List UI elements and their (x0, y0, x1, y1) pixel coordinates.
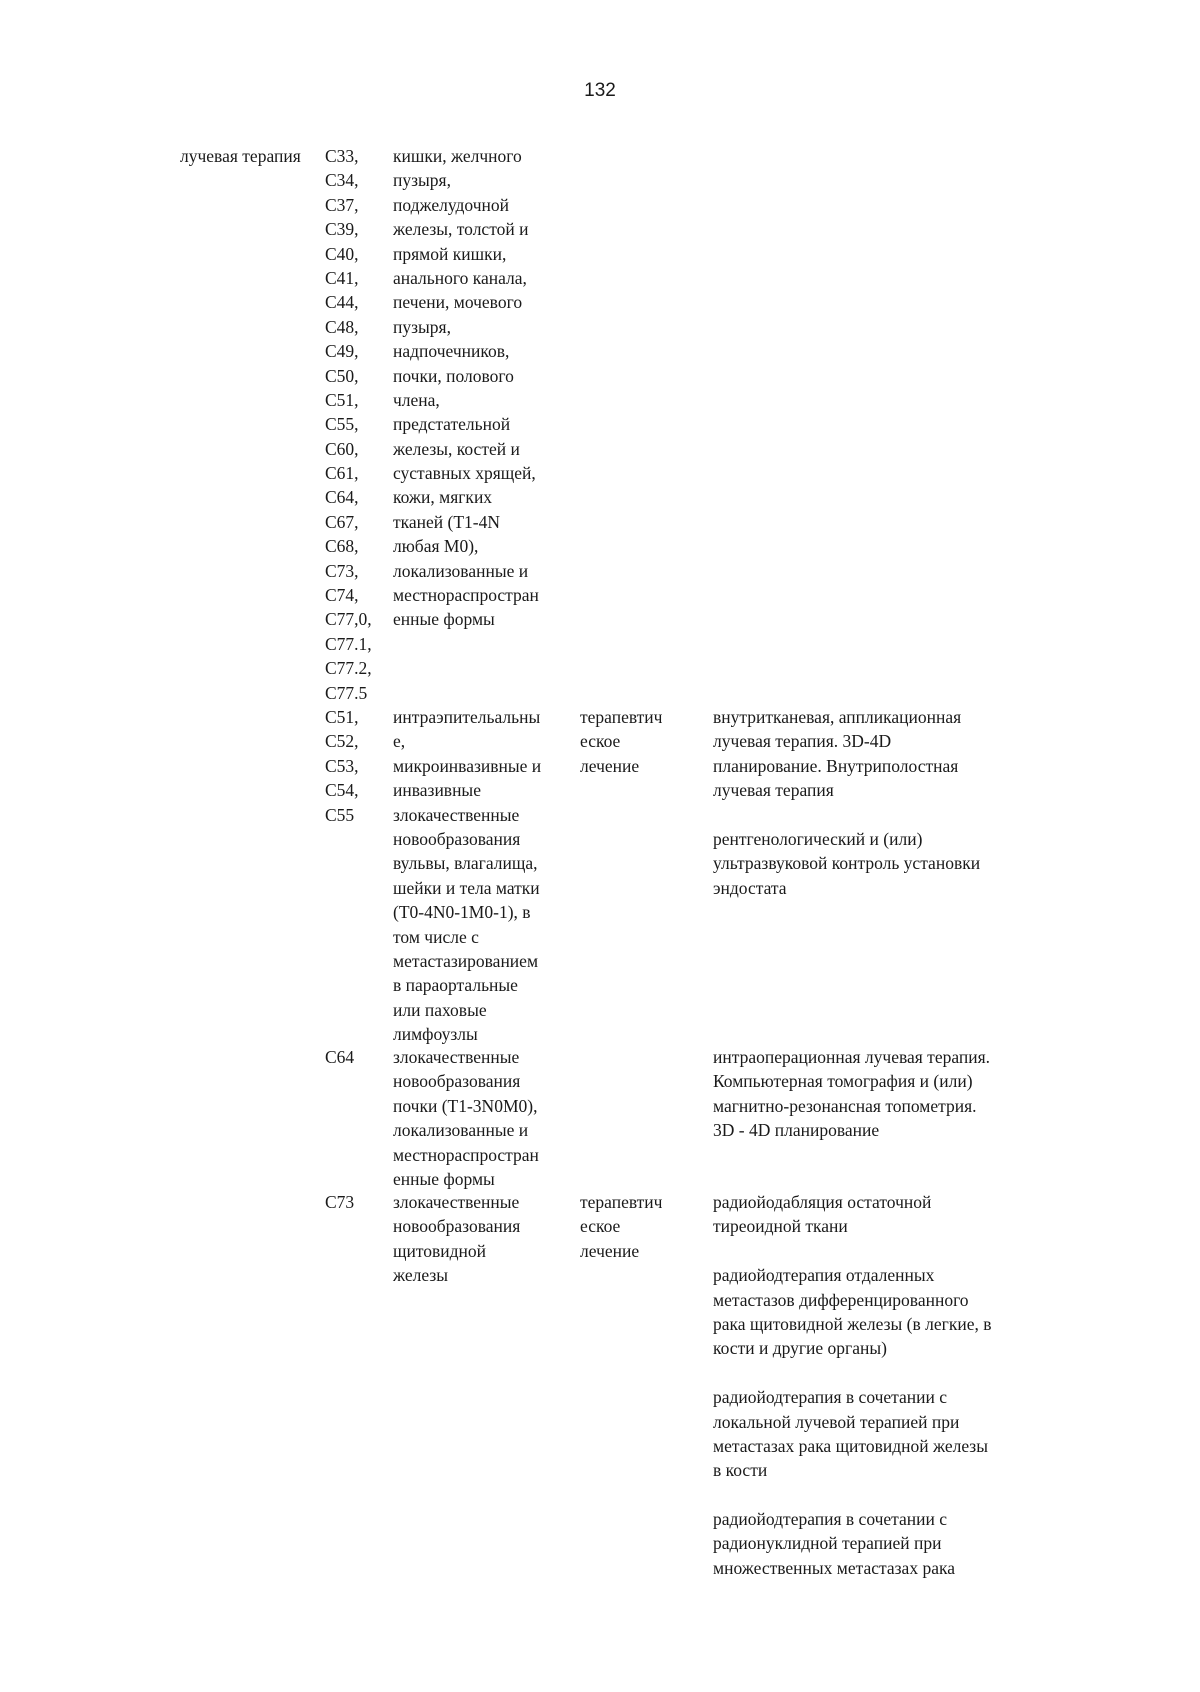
description-line: енные формы (393, 1168, 495, 1189)
method-line: радионуклидной терапией при (713, 1533, 942, 1554)
method-line: ультразвуковой контроль установки (713, 853, 981, 874)
row2-description-cell (393, 705, 541, 1046)
description-line: местнораспростран (393, 1144, 539, 1165)
page-number: 132 (584, 80, 616, 101)
icd-code: C40, (325, 243, 359, 264)
icd-code: C77.2, (325, 658, 372, 679)
description-line: железы (393, 1265, 449, 1286)
method-line: лучевая терапия (713, 780, 834, 801)
icd-code: C55 (325, 804, 355, 825)
description-line: железы, костей и (393, 438, 520, 459)
description-line: анального канала, (393, 267, 527, 288)
description-line: печени, мочевого (393, 292, 523, 313)
description-line: локализованные и (393, 560, 529, 581)
description-line: новообразования (393, 1216, 521, 1237)
description-line: суставных хрящей, (393, 463, 536, 484)
method-line: в кости (713, 1460, 768, 1481)
description-line: новообразования (393, 1071, 521, 1092)
method-line: радиойодтерапия в сочетании с (713, 1509, 948, 1530)
icd-code: C77,0, (325, 609, 372, 630)
method-paragraph (713, 1385, 991, 1483)
row1-method-cell (180, 144, 301, 168)
icd-code: C54, (325, 780, 359, 801)
method-line: эндостата (713, 877, 787, 898)
method-line: 3D - 4D планирование (713, 1120, 880, 1141)
description-line: злокачественные (393, 1047, 520, 1067)
description-line: в параортальные (393, 975, 518, 996)
description-line: локализованные и (393, 1120, 529, 1141)
method-line: радиойодтерапия в сочетании с (713, 1387, 948, 1408)
icd-code: C33, (325, 146, 359, 166)
description-line: злокачественные (393, 1192, 520, 1212)
description-line: тканей (T1-4N (393, 511, 501, 532)
row3-methods-cell (713, 1045, 990, 1143)
paragraph-gap (713, 803, 980, 827)
method-line: радиойодтерапия отдаленных (713, 1265, 935, 1286)
icd-code: C64, (325, 487, 359, 508)
icd-code: C73, (325, 560, 359, 581)
method-paragraph (713, 705, 980, 803)
row3-description-cell (393, 1045, 539, 1191)
icd-code: C77.1, (325, 633, 372, 654)
description-line: щитовидной (393, 1240, 487, 1261)
method-paragraph (713, 1045, 990, 1143)
description-line: интраэпительальны (393, 707, 541, 727)
method-line: рентгенологический и (или) (713, 828, 923, 849)
treatment-line: еское (580, 1216, 621, 1237)
description-line: почки (T1-3N0M0), (393, 1095, 538, 1116)
icd-code: C61, (325, 463, 359, 484)
icd-code: C37, (325, 194, 359, 215)
description-line: кишки, желчного (393, 146, 522, 166)
paragraph-gap (713, 1361, 991, 1385)
row4-description-cell (393, 1190, 520, 1288)
icd-code: C52, (325, 731, 359, 752)
description-line: пузыря, (393, 170, 451, 191)
icd-code: C77.5 (325, 682, 368, 703)
row2-codes-cell (325, 705, 359, 827)
method-line: лучевая терапия. 3D-4D (713, 731, 892, 752)
description-line: кожи, мягких (393, 487, 493, 508)
icd-code: C68, (325, 536, 359, 557)
row4-codes-cell (325, 1190, 354, 1214)
description-line: микроинвазивные и (393, 755, 542, 776)
row3-codes-cell (325, 1045, 354, 1069)
treatment-line: терапевтич (580, 707, 663, 727)
method-line: кости и другие органы) (713, 1338, 887, 1359)
description-line: вульвы, влагалища, (393, 853, 538, 874)
description-line: местнораспростран (393, 585, 539, 606)
description-line: злокачественные (393, 804, 520, 825)
description-line: члена, (393, 389, 440, 410)
method-line: метастазов дифференцированного (713, 1289, 969, 1310)
row4-methods-cell (713, 1190, 991, 1580)
icd-code: C64 (325, 1047, 355, 1067)
icd-code: C53, (325, 755, 359, 776)
method-line: тиреоидной ткани (713, 1216, 848, 1237)
method-line: локальной лучевой терапией при (713, 1411, 960, 1432)
treatment-line: еское (580, 731, 621, 752)
method-line: планирование. Внутриполостная (713, 755, 959, 776)
row2-treatment-cell (580, 705, 662, 778)
method-line: множественных метастазах рака (713, 1557, 955, 1578)
method-paragraph (713, 1263, 991, 1361)
method-text: лучевая терапия (180, 146, 301, 166)
description-line: поджелудочной (393, 194, 510, 215)
method-line: магнитно-резонансная топометрия. (713, 1095, 977, 1116)
row1-codes-cell (325, 144, 372, 705)
description-line: инвазивные (393, 780, 481, 801)
icd-code: C34, (325, 170, 359, 191)
icd-code: C55, (325, 414, 359, 435)
description-line: предстательной (393, 414, 511, 435)
treatment-line: лечение (580, 755, 640, 776)
method-line: рака щитовидной железы (в легкие, в (713, 1313, 992, 1334)
description-line: прямой кишки, (393, 243, 507, 264)
icd-code: C49, (325, 341, 359, 362)
row4-treatment-cell (580, 1190, 662, 1263)
description-line: почки, полового (393, 365, 514, 386)
description-line: метастазированием (393, 950, 539, 971)
description-line: или паховые (393, 999, 487, 1020)
treatment-line: лечение (580, 1240, 640, 1261)
method-paragraph (713, 1190, 991, 1239)
description-line: том числе с (393, 926, 479, 947)
icd-code: C60, (325, 438, 359, 459)
treatment-line: терапевтич (580, 1192, 663, 1212)
icd-code: C44, (325, 292, 359, 313)
method-line: метастазах рака щитовидной железы (713, 1435, 988, 1456)
method-line: интраоперационная лучевая терапия. (713, 1047, 991, 1067)
description-line: е, (393, 731, 406, 752)
description-line: лимфоузлы (393, 1024, 478, 1045)
description-line: енные формы (393, 609, 495, 630)
method-line: радиойодабляция остаточной (713, 1192, 932, 1212)
icd-code: C39, (325, 219, 359, 240)
icd-code: C41, (325, 267, 359, 288)
row1-description-cell (393, 144, 539, 632)
method-line: внутритканевая, аппликационная (713, 707, 962, 727)
icd-code: C73 (325, 1192, 355, 1212)
icd-code: C51, (325, 707, 359, 727)
paragraph-gap (713, 1483, 991, 1507)
row2-methods-cell (713, 705, 980, 900)
description-line: надпочечников, (393, 341, 510, 362)
icd-code: C74, (325, 585, 359, 606)
description-line: шейки и тела матки (393, 877, 540, 898)
icd-code: C67, (325, 511, 359, 532)
description-line: железы, толстой и (393, 219, 529, 240)
method-paragraph (713, 827, 980, 900)
method-paragraph (713, 1507, 991, 1580)
description-line: новообразования (393, 828, 521, 849)
description-line: (T0-4N0-1M0-1), в (393, 902, 531, 923)
icd-code: C50, (325, 365, 359, 386)
icd-code: C51, (325, 389, 359, 410)
icd-code: C48, (325, 316, 359, 337)
description-line: любая M0), (393, 536, 479, 557)
method-line: Компьютерная томография и (или) (713, 1071, 973, 1092)
description-line: пузыря, (393, 316, 451, 337)
paragraph-gap (713, 1239, 991, 1263)
